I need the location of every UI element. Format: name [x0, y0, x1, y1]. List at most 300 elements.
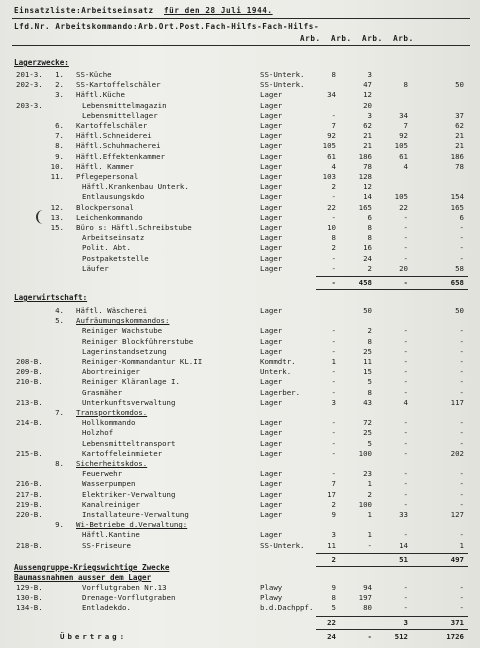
row-hilfs: 21: [455, 131, 464, 141]
table-row: [0, 162, 480, 172]
row-hilfs: -: [459, 418, 464, 428]
row-kommando: SS-Küche: [76, 70, 112, 79]
table-row: [0, 223, 480, 233]
row-hilfs: -: [459, 253, 464, 263]
row-arbeitsort: Unterk.: [260, 367, 292, 377]
row-id: 210-B.: [16, 377, 43, 387]
total-row: [0, 618, 480, 628]
row-post-fach: 11: [327, 540, 336, 550]
row-kommando: Häftl.Effektenkammer: [76, 151, 165, 161]
carry-over-row: [0, 632, 480, 642]
table-row: [0, 583, 480, 593]
row-hilfs: -: [459, 593, 464, 603]
row-post-hilfs: 14: [363, 192, 372, 202]
row-id: 218-B.: [16, 540, 43, 550]
row-kommando: Lebensmittelmagazin: [82, 100, 167, 110]
table-row: [0, 121, 480, 131]
row-fach: 20: [399, 263, 408, 273]
table-row: [0, 459, 480, 469]
row-id: 203-3.: [16, 100, 43, 110]
row-hilfs: 6: [459, 212, 464, 222]
row-fach: -: [403, 346, 408, 356]
row-kommando: Büro s: Häftl.Schreibstube: [76, 223, 192, 232]
table-row: [0, 449, 480, 459]
row-post-hilfs: 165: [358, 202, 372, 212]
row-post-fach: 8: [331, 70, 336, 79]
row-kommando: Kartoffeleinmieter: [82, 448, 163, 458]
row-post-hilfs: 186: [358, 151, 372, 161]
row-hilfs: -: [459, 603, 464, 613]
row-fach: 61: [399, 151, 408, 161]
table-row: [0, 254, 480, 264]
row-post-fach: 2: [331, 182, 336, 192]
table-row: [0, 428, 480, 438]
row-id: 208-B.: [16, 357, 43, 366]
row-hilfs: 21: [455, 141, 464, 151]
row-number: 6.: [55, 121, 64, 130]
row-post-hilfs: 100: [358, 499, 372, 509]
table-row: [0, 603, 480, 613]
row-fach: -: [403, 243, 408, 253]
row-arbeitsort: Lager: [260, 530, 283, 540]
row-post-fach: 7: [331, 121, 336, 130]
row-arbeitsort: Lager: [260, 182, 283, 192]
row-fach: 105: [394, 192, 408, 202]
row-hilfs: -: [459, 377, 464, 387]
row-post-fach: -: [331, 418, 336, 428]
table-row: [0, 520, 480, 530]
row-kommando: Lebensmittellager: [82, 110, 158, 120]
table-row: [0, 439, 480, 449]
row-hilfs: -: [459, 583, 464, 592]
row-id: 220-B.: [16, 510, 43, 519]
row-number: 7.: [55, 408, 64, 417]
row-post-hilfs: 197: [358, 593, 372, 603]
row-post-hilfs: 1: [367, 510, 372, 519]
row-arbeitsort: Lager: [260, 151, 283, 161]
table-row: [0, 418, 480, 428]
row-post-fach: -: [331, 326, 336, 336]
row-kommando: Abortreiniger: [82, 367, 140, 377]
row-arbeitsort: Lager: [260, 90, 283, 100]
row-arbeitsort: Lager: [260, 306, 283, 315]
total-rule-bottom: [316, 566, 468, 567]
row-id: 201-3.: [16, 70, 43, 79]
row-post-hilfs: 21: [363, 141, 372, 151]
row-fach: -: [403, 603, 408, 613]
row-number: 8.: [55, 141, 64, 151]
row-kommando: Polit. Abt.: [82, 243, 131, 253]
row-hilfs: -: [459, 499, 464, 509]
row-post-fach: -: [331, 212, 336, 222]
section-lagerzwecke: Lagerzwecke:: [14, 58, 69, 67]
table-row: [0, 469, 480, 479]
table-row: [0, 80, 480, 90]
carry-fach: 512: [394, 632, 408, 641]
row-arbeitsort: Lager: [260, 469, 283, 479]
total-hilfs: 497: [450, 554, 464, 564]
row-kommando: Entladekdo.: [82, 603, 131, 613]
row-post-fach: 105: [322, 141, 336, 151]
row-post-hilfs: 23: [363, 469, 372, 479]
total-hilfs: 371: [450, 617, 464, 627]
row-arbeitsort: Lager: [260, 202, 283, 212]
row-fach: 22: [399, 202, 408, 212]
row-arbeitsort: Lager: [260, 397, 283, 407]
row-kommando: Postpaketstelle: [82, 253, 149, 263]
header-line-2: Lfd.Nr. Arbeitskommando:Arb.Ort.Post.Fach-Hilfs-Fach-Hilfs-: [14, 22, 320, 31]
row-kommando: SS-Friseure: [82, 540, 131, 550]
row-post-hilfs: 6: [367, 212, 372, 222]
row-arbeitsort: Lager: [260, 141, 283, 151]
row-number: 8.: [55, 459, 64, 468]
section-aussengruppe: Aussengruppe-Kriegswichtige Zwecke: [14, 563, 170, 572]
table-row: [0, 530, 480, 540]
total-post-fach: -: [331, 278, 336, 287]
row-number: 5.: [55, 316, 64, 326]
table-row: [0, 213, 480, 223]
row-hilfs: -: [459, 438, 464, 448]
row-arbeitsort: Lager: [260, 121, 283, 130]
table-row: [0, 182, 480, 192]
row-post-hilfs: 5: [367, 377, 372, 387]
row-fach: 8: [403, 80, 408, 90]
row-arbeitsort: Lager: [260, 377, 283, 387]
row-id: 134-B.: [16, 603, 43, 613]
row-post-fach: 8: [331, 233, 336, 243]
row-arbeitsort: Lager: [260, 223, 283, 232]
row-number: 4.: [55, 306, 64, 315]
row-post-hilfs: 94: [363, 583, 372, 592]
row-post-fach: 22: [327, 202, 336, 212]
table-row: [0, 233, 480, 243]
row-fach: -: [403, 223, 408, 232]
total-hilfs: 658: [450, 278, 464, 287]
row-arbeitsort: Lager: [260, 192, 283, 202]
row-post-fach: 92: [327, 131, 336, 141]
table-row: [0, 490, 480, 500]
row-post-hilfs: 12: [363, 182, 372, 192]
row-arbeitsort: Lager: [260, 172, 283, 181]
table-row: [0, 593, 480, 603]
row-number: 10.: [50, 161, 64, 171]
table-row: [0, 388, 480, 398]
row-fach: -: [403, 583, 408, 592]
row-post-fach: 61: [327, 151, 336, 161]
carry-hilfs: 1726: [446, 632, 464, 641]
row-hilfs: 50: [455, 306, 464, 315]
row-kommando: Aufräumungskommandos:: [76, 316, 170, 326]
row-kommando: Läufer: [82, 263, 109, 273]
total-fach: 51: [399, 554, 408, 564]
table-row: [0, 111, 480, 121]
row-post-hilfs: 15: [363, 367, 372, 377]
table-row: [0, 172, 480, 182]
row-fach: 105: [394, 141, 408, 151]
row-post-fach: 2: [331, 499, 336, 509]
row-post-hilfs: 72: [363, 418, 372, 428]
section-baumassnahmen: Baumassnahmen ausser dem Lager: [14, 573, 152, 582]
row-hilfs: 127: [450, 510, 464, 519]
total-row: [0, 555, 480, 565]
row-hilfs: 58: [455, 263, 464, 273]
row-fach: -: [403, 428, 408, 438]
row-kommando: Häftl.Küche: [76, 90, 125, 100]
row-number: 11.: [50, 172, 64, 181]
row-post-hilfs: 8: [367, 387, 372, 397]
row-arbeitsort: b.d.Dachppf.: [260, 603, 314, 613]
table-row: [0, 398, 480, 408]
row-number: 15.: [50, 223, 64, 232]
row-post-fach: -: [331, 253, 336, 263]
row-arbeitsort: Lager: [260, 110, 283, 120]
row-fach: -: [403, 326, 408, 336]
row-hilfs: 62: [455, 121, 464, 130]
row-fach: -: [403, 479, 408, 489]
row-fach: -: [403, 499, 408, 509]
row-arbeitsort: Lager: [260, 499, 283, 509]
row-post-hilfs: 47: [363, 80, 372, 90]
row-fach: -: [403, 448, 408, 458]
row-post-fach: -: [331, 263, 336, 273]
row-post-fach: -: [331, 192, 336, 202]
row-kommando: Drenage-Vorflutgraben: [82, 593, 176, 603]
row-post-fach: 9: [331, 583, 336, 592]
row-post-hilfs: 5: [367, 438, 372, 448]
total-post-hilfs: 458: [358, 278, 372, 287]
row-number: 3.: [55, 90, 64, 100]
table-row: [0, 377, 480, 387]
row-arbeitsort: Lager: [260, 418, 283, 428]
row-post-fach: -: [331, 448, 336, 458]
table-row: [0, 337, 480, 347]
row-fach: 4: [403, 397, 408, 407]
row-kommando: Lebensmitteltransport: [82, 438, 176, 448]
row-post-fach: -: [331, 428, 336, 438]
table-row: [0, 243, 480, 253]
table-row: [0, 316, 480, 326]
row-arbeitsort: Lager: [260, 510, 283, 519]
row-fach: -: [403, 336, 408, 346]
row-arbeitsort: Lager: [260, 448, 283, 458]
row-kommando: Häftl.Schuhmacherei: [76, 141, 161, 151]
row-arbeitsort: Lager: [260, 243, 283, 253]
row-hilfs: -: [459, 357, 464, 366]
row-kommando: Wi-Betriebe d.Verwaltung:: [76, 520, 188, 530]
row-post-hilfs: 62: [363, 121, 372, 130]
row-kommando: Häftl. Kammer: [76, 161, 134, 171]
row-arbeitsort: Lager: [260, 161, 283, 171]
total-rule: [316, 616, 468, 617]
row-arbeitsort: SS-Unterk.: [260, 70, 305, 79]
row-kommando: Arbeitseinsatz: [82, 233, 145, 243]
row-arbeitsort: Lager: [260, 479, 283, 489]
row-hilfs: 186: [450, 151, 464, 161]
table-row: [0, 203, 480, 213]
row-kommando: Vorflutgraben Nr.13: [82, 583, 167, 592]
row-post-fach: 3: [331, 397, 336, 407]
total-fach: 3: [403, 617, 408, 627]
table-row: [0, 131, 480, 141]
row-arbeitsort: Lager: [260, 212, 283, 222]
row-fach: -: [403, 418, 408, 428]
table-row: [0, 141, 480, 151]
row-number: 9.: [55, 520, 64, 530]
row-hilfs: -: [459, 243, 464, 253]
row-hilfs: 50: [455, 80, 464, 90]
row-post-hilfs: 2: [367, 489, 372, 499]
total-rule: [316, 276, 468, 277]
row-post-hilfs: 80: [363, 603, 372, 613]
row-kommando: Blockpersonal: [76, 202, 134, 212]
row-kommando: Feuerwehr: [82, 469, 123, 479]
row-post-hilfs: 20: [363, 100, 372, 110]
row-post-hilfs: 1: [367, 479, 372, 489]
row-kommando: Häftl.Krankenbau Unterk.: [82, 182, 189, 192]
row-fach: -: [403, 357, 408, 366]
row-post-hilfs: 24: [363, 253, 372, 263]
row-arbeitsort: Lager: [260, 233, 283, 243]
total-fach: -: [403, 278, 408, 287]
row-fach: 33: [399, 510, 408, 519]
row-post-hilfs: 78: [363, 161, 372, 171]
row-post-hilfs: 100: [358, 448, 372, 458]
row-arbeitsort: SS-Unterk.: [260, 80, 305, 90]
row-arbeitsort: Lager: [260, 428, 283, 438]
row-post-hilfs: 25: [363, 346, 372, 356]
row-hilfs: -: [459, 428, 464, 438]
row-post-hilfs: 12: [363, 90, 372, 100]
row-kommando: Pflegepersonal: [76, 172, 139, 181]
table-row: [0, 101, 480, 111]
row-hilfs: -: [459, 367, 464, 377]
row-fach: 7: [403, 121, 408, 130]
total-rule-bottom: [316, 629, 468, 630]
punch-hole-mark: [36, 210, 47, 224]
row-hilfs: -: [459, 469, 464, 479]
table-row: [0, 70, 480, 80]
row-kommando: Häftl.Schneiderei: [76, 131, 152, 141]
row-post-hilfs: 21: [363, 131, 372, 141]
row-id: 216-B.: [16, 479, 43, 489]
row-arbeitsort: Lager: [260, 326, 283, 336]
row-post-hilfs: 16: [363, 243, 372, 253]
row-arbeitsort: Lager: [260, 489, 283, 499]
row-kommando: Sicherheitskdos.: [76, 459, 148, 468]
row-hilfs: -: [459, 326, 464, 336]
table-row: [0, 306, 480, 316]
row-post-hilfs: 8: [367, 223, 372, 232]
table-row: [0, 152, 480, 162]
table-row: [0, 479, 480, 489]
row-number: 13.: [50, 212, 64, 222]
row-fach: -: [403, 377, 408, 387]
row-fach: -: [403, 253, 408, 263]
row-post-hilfs: 8: [367, 233, 372, 243]
table-row: [0, 264, 480, 274]
row-arbeitsort: Lager: [260, 253, 283, 263]
row-post-fach: -: [331, 377, 336, 387]
row-fach: 4: [403, 161, 408, 171]
total-post-fach: 2: [331, 554, 336, 564]
row-arbeitsort: Lager: [260, 346, 283, 356]
row-kommando: Holzhof: [82, 428, 114, 438]
row-post-hilfs: 43: [363, 397, 372, 407]
row-kommando: Elektriker-Verwaltung: [82, 489, 176, 499]
row-hilfs: 165: [450, 202, 464, 212]
row-hilfs: 78: [455, 161, 464, 171]
row-arbeitsort: Lager: [260, 336, 283, 346]
row-post-fach: -: [331, 336, 336, 346]
row-hilfs: -: [459, 346, 464, 356]
row-id: 209-B.: [16, 367, 43, 377]
row-id: 217-B.: [16, 489, 43, 499]
table-row: [0, 347, 480, 357]
row-post-fach: -: [331, 367, 336, 377]
row-fach: -: [403, 489, 408, 499]
row-post-fach: 2: [331, 243, 336, 253]
row-fach: 92: [399, 131, 408, 141]
table-row: [0, 367, 480, 377]
row-post-hilfs: -: [367, 540, 372, 550]
row-arbeitsort: Lager: [260, 438, 283, 448]
row-arbeitsort: Plawy: [260, 583, 283, 592]
row-kommando: SS-Kartoffelschäler: [76, 80, 161, 90]
row-post-fach: 1: [331, 357, 336, 366]
row-fach: -: [403, 469, 408, 479]
row-id: 130-B.: [16, 593, 43, 603]
table-row: [0, 90, 480, 100]
row-kommando: Installateure-Verwaltung: [82, 510, 189, 519]
row-arbeitsort: Kommdtr.: [260, 357, 296, 366]
table-row: [0, 510, 480, 520]
row-post-fach: 8: [331, 593, 336, 603]
row-hilfs: -: [459, 233, 464, 243]
row-fach: -: [403, 593, 408, 603]
row-post-hilfs: 2: [367, 263, 372, 273]
row-kommando: Entlausungskdo: [82, 192, 145, 202]
row-fach: 14: [399, 540, 408, 550]
row-fach: -: [403, 387, 408, 397]
header-line-3: Arb. Arb. Arb. Arb.: [300, 34, 414, 43]
row-id: 214-B.: [16, 418, 43, 428]
row-post-hilfs: 3: [367, 110, 372, 120]
total-post-fach: 22: [327, 617, 336, 627]
row-hilfs: 37: [455, 110, 464, 120]
header-rule-bottom: [12, 45, 470, 46]
row-number: 12.: [50, 202, 64, 212]
row-hilfs: 117: [450, 397, 464, 407]
row-post-fach: 5: [331, 603, 336, 613]
row-post-fach: -: [331, 469, 336, 479]
row-kommando: Kanalreiniger: [82, 499, 140, 509]
row-post-hilfs: 25: [363, 428, 372, 438]
total-rule: [316, 553, 468, 554]
row-fach: -: [403, 530, 408, 540]
table-row: [0, 326, 480, 336]
row-id: 202-3.: [16, 80, 43, 90]
row-number: 2.: [55, 80, 64, 90]
row-kommando: Häftl. Wäscherei: [76, 306, 148, 315]
row-post-fach: -: [331, 346, 336, 356]
row-kommando: Reiniger Kläranlage I.: [82, 377, 180, 387]
row-post-hilfs: 128: [358, 172, 372, 181]
row-arbeitsort: Lager: [260, 263, 283, 273]
total-row: [0, 278, 480, 288]
table-row: [0, 500, 480, 510]
row-kommando: Grasmäher: [82, 387, 123, 397]
row-arbeitsort: Lager: [260, 131, 283, 141]
